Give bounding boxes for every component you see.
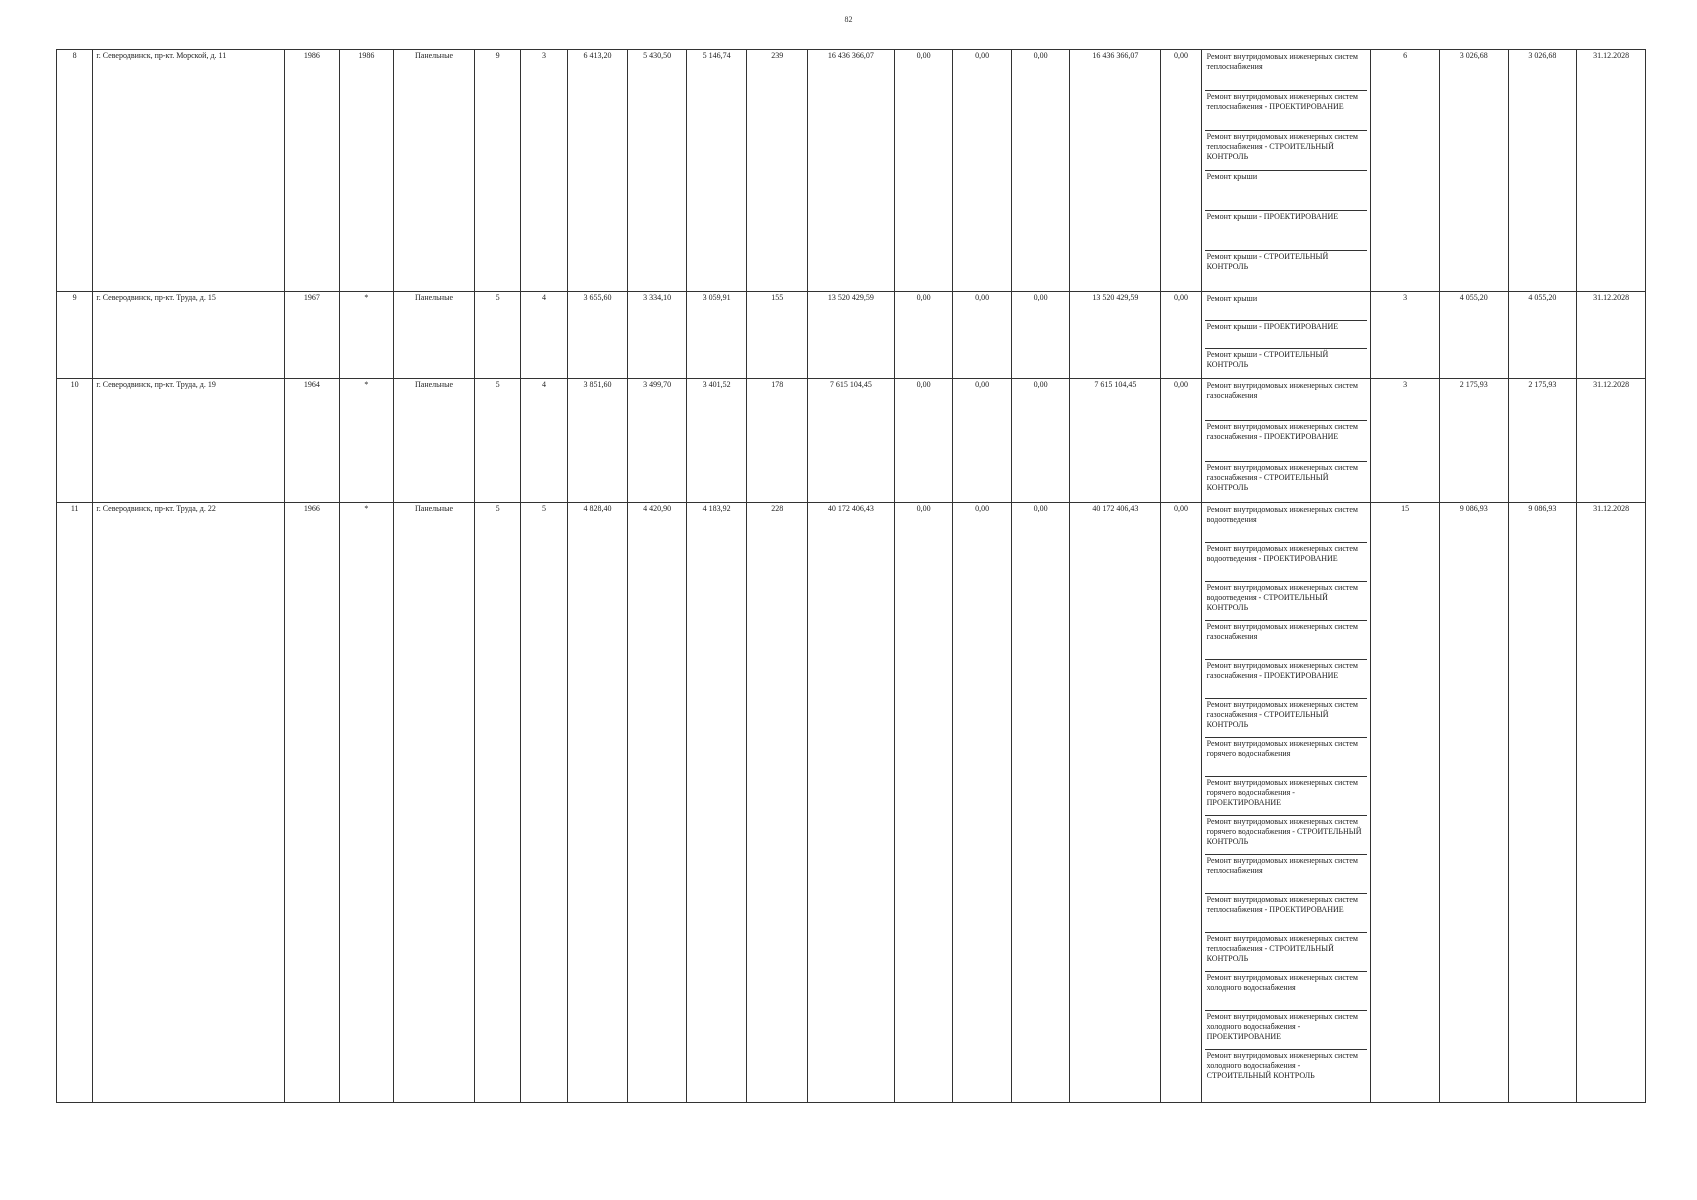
cell-cost-owners: 13 520 429,59: [1070, 292, 1161, 379]
cell-year-built: 1966: [285, 503, 340, 1103]
cell-total-area: 3 851,60: [567, 379, 628, 503]
cell-works-list: [1201, 292, 1371, 379]
cell-residents: 228: [747, 503, 808, 1103]
cell-cost-budget-region: 0,00: [953, 503, 1012, 1103]
cell-area-residential: 4 420,90: [628, 503, 687, 1103]
cell-entrances: 4: [521, 379, 567, 503]
cell-cost-total: 40 172 406,43: [807, 503, 894, 1103]
cell-area-residential-owned: 3 401,52: [686, 379, 747, 503]
cell-area-residential: 3 334,10: [628, 292, 687, 379]
cell-deadline: 31.12.2028: [1577, 379, 1646, 503]
cell-area-residential-owned: 3 059,91: [686, 292, 747, 379]
work-item: Ремонт внутридомовых инженерных систем газоснабжения: [1205, 380, 1368, 421]
work-item: Ремонт внутридомовых инженерных систем горячего водоснабжения - СТРОИТЕЛЬНЫЙ КОНТРОЛЬ: [1205, 816, 1368, 855]
cell-area-residential-owned: 5 146,74: [686, 50, 747, 292]
cell-wall-material: Панельные: [394, 503, 475, 1103]
cell-row-number: 11: [57, 503, 93, 1103]
work-item: Ремонт внутридомовых инженерных систем газоснабжения - СТРОИТЕЛЬНЫЙ КОНТРОЛЬ: [1206, 463, 1358, 492]
work-item: Ремонт внутридомовых инженерных систем газоснабжения: [1205, 621, 1368, 660]
capital-repair-table: [56, 49, 1646, 1103]
cell-works-list: [1201, 50, 1371, 292]
cell-floors: 5: [474, 503, 520, 1103]
cell-cost-total: 7 615 104,45: [807, 379, 894, 503]
work-item: Ремонт внутридомовых инженерных систем водоотведения - СТРОИТЕЛЬНЫЙ КОНТРОЛЬ: [1205, 582, 1368, 621]
work-item: Ремонт внутридомовых инженерных систем горячего водоснабжения - ПРОЕКТИРОВАНИЕ: [1205, 777, 1368, 816]
work-item: Ремонт внутридомовых инженерных систем холодного водоснабжения: [1205, 972, 1368, 1011]
cell-wall-material: Панельные: [394, 292, 475, 379]
cell-year-reconstruction: *: [339, 379, 394, 503]
cell-area-residential-owned: 4 183,92: [686, 503, 747, 1103]
work-item: Ремонт внутридомовых инженерных систем водоотведения - ПРОЕКТИРОВАНИЕ: [1205, 543, 1368, 582]
work-item: Ремонт внутридомовых инженерных систем теплоснабжения - ПРОЕКТИРОВАНИЕ: [1205, 91, 1368, 131]
cell-entrances: 5: [521, 503, 567, 1103]
cell-year-reconstruction: 1986: [339, 50, 394, 292]
work-item: Ремонт внутридомовых инженерных систем теплоснабжения - СТРОИТЕЛЬНЫЙ КОНТРОЛЬ: [1205, 131, 1368, 171]
cell-works-list: [1201, 379, 1371, 503]
cell-cost-other: 0,00: [1161, 292, 1201, 379]
table-row: [57, 292, 1646, 379]
cell-total-area: 3 655,60: [567, 292, 628, 379]
work-item: Ремонт крыши - ПРОЕКТИРОВАНИЕ: [1205, 211, 1368, 251]
cell-cost-budget-local: 0,00: [1011, 379, 1070, 503]
cell-unit-cost: 2 175,93: [1439, 379, 1508, 503]
cell-year-reconstruction: *: [339, 503, 394, 1103]
work-item: Ремонт внутридомовых инженерных систем теплоснабжения - СТРОИТЕЛЬНЫЙ КОНТРОЛЬ: [1205, 933, 1368, 972]
cell-works-count: 6: [1371, 50, 1440, 292]
cell-wall-material: Панельные: [394, 50, 475, 292]
work-item: Ремонт внутридомовых инженерных систем холодного водоснабжения - СТРОИТЕЛЬНЫЙ КОНТРОЛЬ: [1206, 1051, 1358, 1080]
cell-year-reconstruction: *: [339, 292, 394, 379]
cell-works-list: [1201, 503, 1371, 1103]
cell-address: г. Северодвинск, пр-кт. Морской, д. 11: [93, 50, 285, 292]
cell-cost-budget-region: 0,00: [953, 50, 1012, 292]
work-item: Ремонт внутридомовых инженерных систем теплоснабжения: [1205, 855, 1368, 894]
work-item: Ремонт внутридомовых инженерных систем газоснабжения - ПРОЕКТИРОВАНИЕ: [1205, 660, 1368, 699]
work-item: Ремонт крыши: [1205, 171, 1368, 211]
cell-unit-cost: 4 055,20: [1439, 292, 1508, 379]
cell-unit-cost-limit: 9 086,93: [1508, 503, 1577, 1103]
cell-cost-budget-region: 0,00: [953, 379, 1012, 503]
cell-unit-cost: 9 086,93: [1439, 503, 1508, 1103]
cell-deadline: 31.12.2028: [1577, 292, 1646, 379]
work-item: Ремонт внутридомовых инженерных систем холодного водоснабжения - ПРОЕКТИРОВАНИЕ: [1205, 1011, 1368, 1050]
work-item: Ремонт крыши - ПРОЕКТИРОВАНИЕ: [1205, 321, 1368, 349]
work-item: Ремонт крыши - СТРОИТЕЛЬНЫЙ КОНТРОЛЬ: [1206, 350, 1329, 369]
cell-cost-fund: 0,00: [894, 292, 953, 379]
work-item: Ремонт внутридомовых инженерных систем водоотведения: [1205, 504, 1368, 543]
cell-cost-other: 0,00: [1161, 379, 1201, 503]
cell-works-count: 15: [1371, 503, 1440, 1103]
cell-total-area: 4 828,40: [567, 503, 628, 1103]
cell-cost-owners: 7 615 104,45: [1070, 379, 1161, 503]
cell-residents: 178: [747, 379, 808, 503]
work-item: Ремонт внутридомовых инженерных систем теплоснабжения: [1205, 51, 1368, 91]
cell-cost-fund: 0,00: [894, 50, 953, 292]
cell-row-number: 10: [57, 379, 93, 503]
cell-cost-budget-local: 0,00: [1011, 292, 1070, 379]
cell-address: г. Северодвинск, пр-кт. Труда, д. 19: [93, 379, 285, 503]
cell-entrances: 4: [521, 292, 567, 379]
cell-cost-total: 16 436 366,07: [807, 50, 894, 292]
cell-wall-material: Панельные: [394, 379, 475, 503]
table-row: [57, 503, 1646, 1103]
cell-floors: 9: [474, 50, 520, 292]
cell-works-count: 3: [1371, 379, 1440, 503]
cell-year-built: 1964: [285, 379, 340, 503]
cell-row-number: 8: [57, 50, 93, 292]
cell-unit-cost: 3 026,68: [1439, 50, 1508, 292]
work-item: Ремонт внутридомовых инженерных систем газоснабжения - ПРОЕКТИРОВАНИЕ: [1205, 421, 1368, 462]
cell-unit-cost-limit: 4 055,20: [1508, 292, 1577, 379]
cell-cost-owners: 16 436 366,07: [1070, 50, 1161, 292]
cell-deadline: 31.12.2028: [1577, 50, 1646, 292]
table-row: [57, 50, 1646, 292]
cell-year-built: 1986: [285, 50, 340, 292]
work-item: Ремонт крыши: [1205, 293, 1368, 321]
work-item: Ремонт внутридомовых инженерных систем газоснабжения - СТРОИТЕЛЬНЫЙ КОНТРОЛЬ: [1205, 699, 1368, 738]
cell-cost-budget-region: 0,00: [953, 292, 1012, 379]
table-body: [57, 50, 1646, 1103]
cell-works-count: 3: [1371, 292, 1440, 379]
cell-area-residential: 3 499,70: [628, 379, 687, 503]
cell-entrances: 3: [521, 50, 567, 292]
cell-total-area: 6 413,20: [567, 50, 628, 292]
cell-cost-other: 0,00: [1161, 50, 1201, 292]
cell-cost-owners: 40 172 406,43: [1070, 503, 1161, 1103]
work-item: Ремонт внутридомовых инженерных систем теплоснабжения - ПРОЕКТИРОВАНИЕ: [1205, 894, 1368, 933]
cell-cost-fund: 0,00: [894, 379, 953, 503]
work-item: Ремонт внутридомовых инженерных систем горячего водоснабжения: [1205, 738, 1368, 777]
cell-floors: 5: [474, 292, 520, 379]
cell-cost-budget-local: 0,00: [1011, 50, 1070, 292]
work-item: Ремонт крыши - СТРОИТЕЛЬНЫЙ КОНТРОЛЬ: [1206, 252, 1329, 271]
cell-cost-total: 13 520 429,59: [807, 292, 894, 379]
cell-cost-other: 0,00: [1161, 503, 1201, 1103]
cell-address: г. Северодвинск, пр-кт. Труда, д. 22: [93, 503, 285, 1103]
cell-area-residential: 5 430,50: [628, 50, 687, 292]
cell-deadline: 31.12.2028: [1577, 503, 1646, 1103]
cell-address: г. Северодвинск, пр-кт. Труда, д. 15: [93, 292, 285, 379]
cell-unit-cost-limit: 3 026,68: [1508, 50, 1577, 292]
cell-unit-cost-limit: 2 175,93: [1508, 379, 1577, 503]
cell-year-built: 1967: [285, 292, 340, 379]
cell-row-number: 9: [57, 292, 93, 379]
cell-cost-budget-local: 0,00: [1011, 503, 1070, 1103]
cell-cost-fund: 0,00: [894, 503, 953, 1103]
table-row: [57, 379, 1646, 503]
cell-residents: 155: [747, 292, 808, 379]
cell-residents: 239: [747, 50, 808, 292]
cell-floors: 5: [474, 379, 520, 503]
page-number: 82: [844, 15, 853, 24]
